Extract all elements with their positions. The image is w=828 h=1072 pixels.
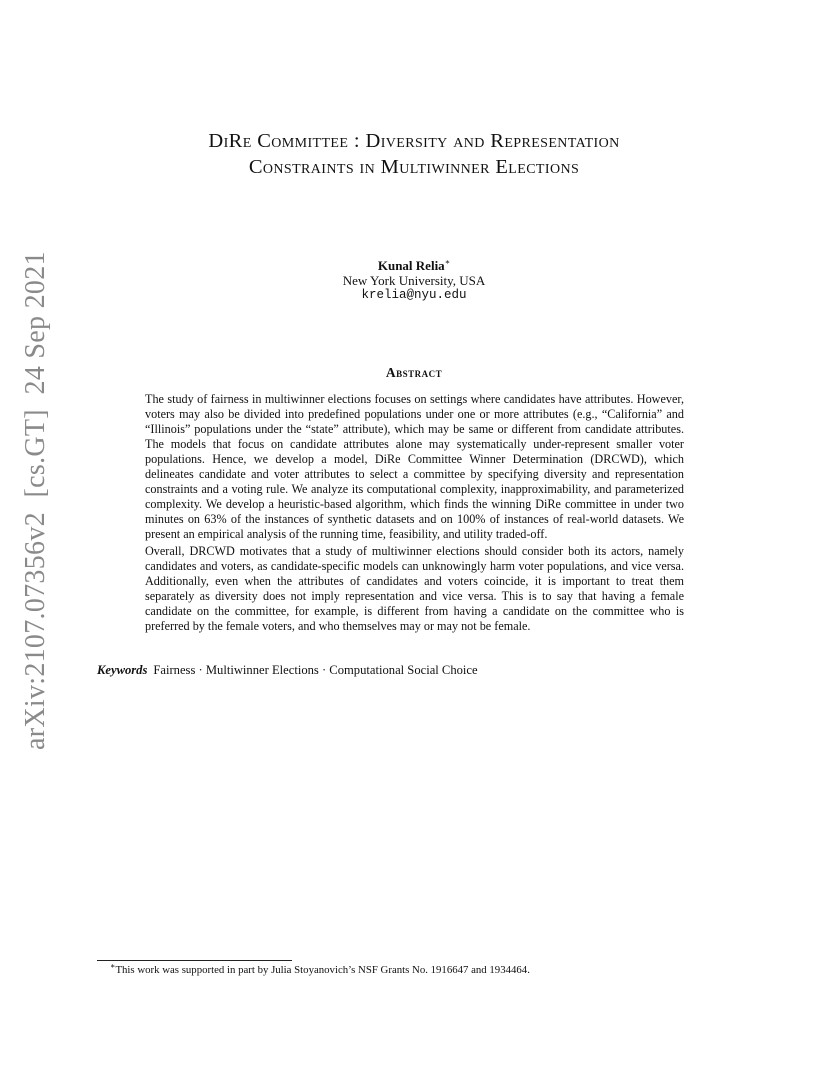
abstract-paragraph-2: Overall, DRCWD motivates that a study of multiwinner elections should consider both its actors, namely candidates and voters, as candidate-specific models can unknowingly harm voter populations, and vice versa. Additionally, even when the attributes of candidates and voters coincide, it is important to treat them separately as diversity does not imply representation and vice versa. This is to say that having a female candidate on the committee, for example, is different from having a candidate on the committee who is preferred by the female voters, and who themselves may or may not be female. bbox=[145, 544, 684, 633]
footnote-mark: ∗ bbox=[110, 961, 116, 971]
footnote bbox=[110, 961, 730, 977]
keywords-label: Keywords bbox=[97, 663, 148, 677]
author-block bbox=[200, 258, 628, 303]
title-line-2: Constraints in Multiwinner Elections bbox=[248, 156, 580, 178]
paper-title bbox=[100, 128, 728, 180]
author-name-line bbox=[200, 258, 628, 273]
abstract-paragraph-1: The study of fairness in multiwinner elections focuses on settings where candidates have attributes. However, voters may also be divided into predefined populations under one or more attributes (e.g., “California” and “Illinois” populations under the “state” attribute), which may be same or different from candidate attributes. The models that focus on candidate attributes alone may systematically under-represent smaller voter populations. Hence, we develop a model, DiRe Committee Winner Determination (DRCWD), which delineates candidate and voter attributes to select a committee by specifying diversity and representation constraints and a voting rule. We analyze its computational complexity, inapproximability, and parameterized complexity. We develop a heuristic-based algorithm, which finds the winning DiRe committee in under two minutes on 63% of the instances of synthetic datasets and on 100% of instances of real-world datasets. We present an empirical analysis of the running time, feasibility, and utility traded-off. bbox=[145, 392, 684, 541]
author-affiliation: New York University, USA bbox=[342, 273, 486, 288]
footnote-text: This work was supported in part by Julia Stoyanovich’s NSF Grants No. 1916647 and 1934464. bbox=[115, 964, 530, 976]
author-footnote-mark: ∗ bbox=[444, 257, 451, 267]
arxiv-identifier-stamp: arXiv:2107.07356v2 [cs.GT] 24 Sep 2021 bbox=[20, 251, 51, 750]
abstract-heading: Abstract bbox=[385, 365, 443, 380]
author-name: Kunal Relia bbox=[377, 258, 445, 273]
keywords-text: Fairness · Multiwinner Elections · Computational Social Choice bbox=[153, 663, 478, 677]
footnote-divider bbox=[97, 960, 292, 961]
title-line-1: DiRe Committee : Diversity and Representation bbox=[208, 130, 620, 152]
author-email[interactable]: krelia@nyu.edu bbox=[361, 288, 467, 302]
abstract-body bbox=[145, 392, 684, 636]
keywords-line bbox=[97, 663, 737, 678]
